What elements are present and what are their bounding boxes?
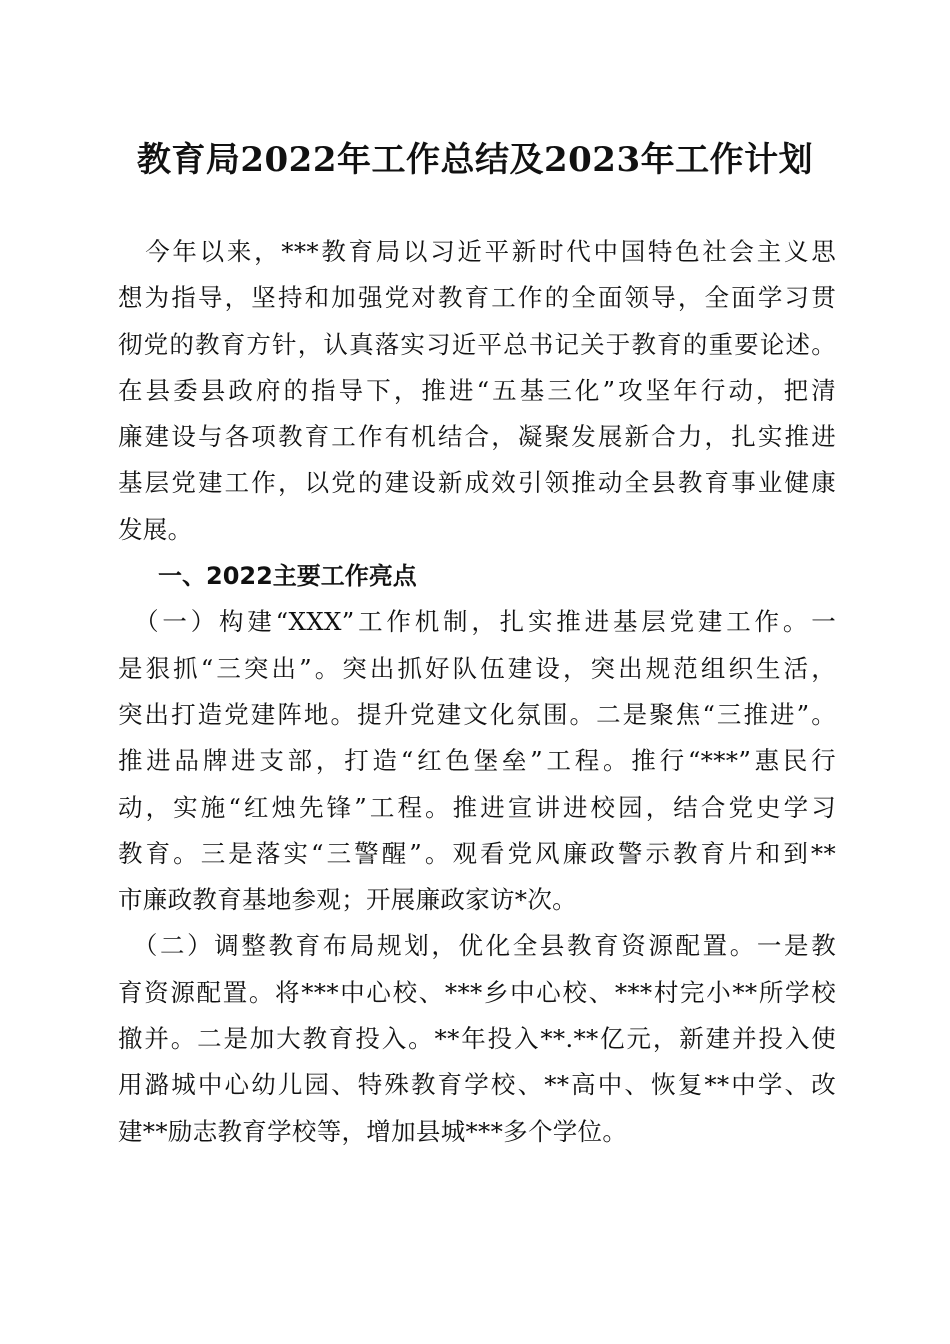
paragraph-line: 想为指导，坚持和加强党对教育工作的全面领导，全面学习贯 <box>118 283 836 313</box>
subsection-paragraph-2 <box>118 923 836 1154</box>
paragraph-line: 彻党的教育方针，认真落实习近平总书记关于教育的重要论述。 <box>118 329 836 359</box>
paragraph-line: 廉建设与各项教育工作有机结合，凝聚发展新合力，扎实推进 <box>118 422 836 452</box>
paragraph-line: 用潞城中心幼儿园、特殊教育学校、**高中、恢复**中学、改 <box>118 1070 836 1100</box>
paragraph-line: 市廉政教育基地参观；开展廉政家访*次。 <box>118 885 577 915</box>
document-body <box>118 229 836 1155</box>
paragraph-line: （一）构建“XXX”工作机制，扎实推进基层党建工作。一 <box>118 607 836 637</box>
intro-paragraph <box>118 229 836 553</box>
paragraph-line: 在县委县政府的指导下，推进“五基三化”攻坚年行动，把清 <box>118 375 836 405</box>
paragraph-line: 动，实施“红烛先锋”工程。推进宣讲进校园，结合党史学习 <box>118 792 836 822</box>
paragraph-line: 今年以来，***教育局以习近平新时代中国特色社会主义思 <box>118 237 836 266</box>
paragraph-line: 发展。 <box>118 514 193 544</box>
paragraph-line: 突出打造党建阵地。提升党建文化氛围。二是聚焦“三推进”。 <box>118 699 836 729</box>
paragraph-line: 推进品牌进支部，打造“红色堡垒”工程。推行“***”惠民行 <box>118 746 836 776</box>
subsection-paragraph-1 <box>118 599 836 923</box>
paragraph-line: （二）调整教育布局规划，优化全县教育资源配置。一是教 <box>118 931 836 961</box>
paragraph-line: 基层党建工作，以党的建设新成效引领推动全县教育事业健康 <box>118 468 836 498</box>
paragraph-line: 建**励志教育学校等，增加县城***多个学位。 <box>118 1116 628 1146</box>
paragraph-line: 是狠抓“三突出”。突出抓好队伍建设，突出规范组织生活， <box>118 653 836 683</box>
document-title: 教育局2022年工作总结及2023年工作计划 <box>136 140 814 180</box>
paragraph-line: 教育。三是落实“三警醒”。观看党风廉政警示教育片和到** <box>118 838 836 868</box>
paragraph-line: 撤并。二是加大教育投入。**年投入**.**亿元，新建并投入使 <box>118 1024 836 1054</box>
section-heading: 一、2022主要工作亮点 <box>158 562 417 591</box>
paragraph-line: 育资源配置。将***中心校、***乡中心校、***村完小**所学校 <box>118 977 836 1007</box>
